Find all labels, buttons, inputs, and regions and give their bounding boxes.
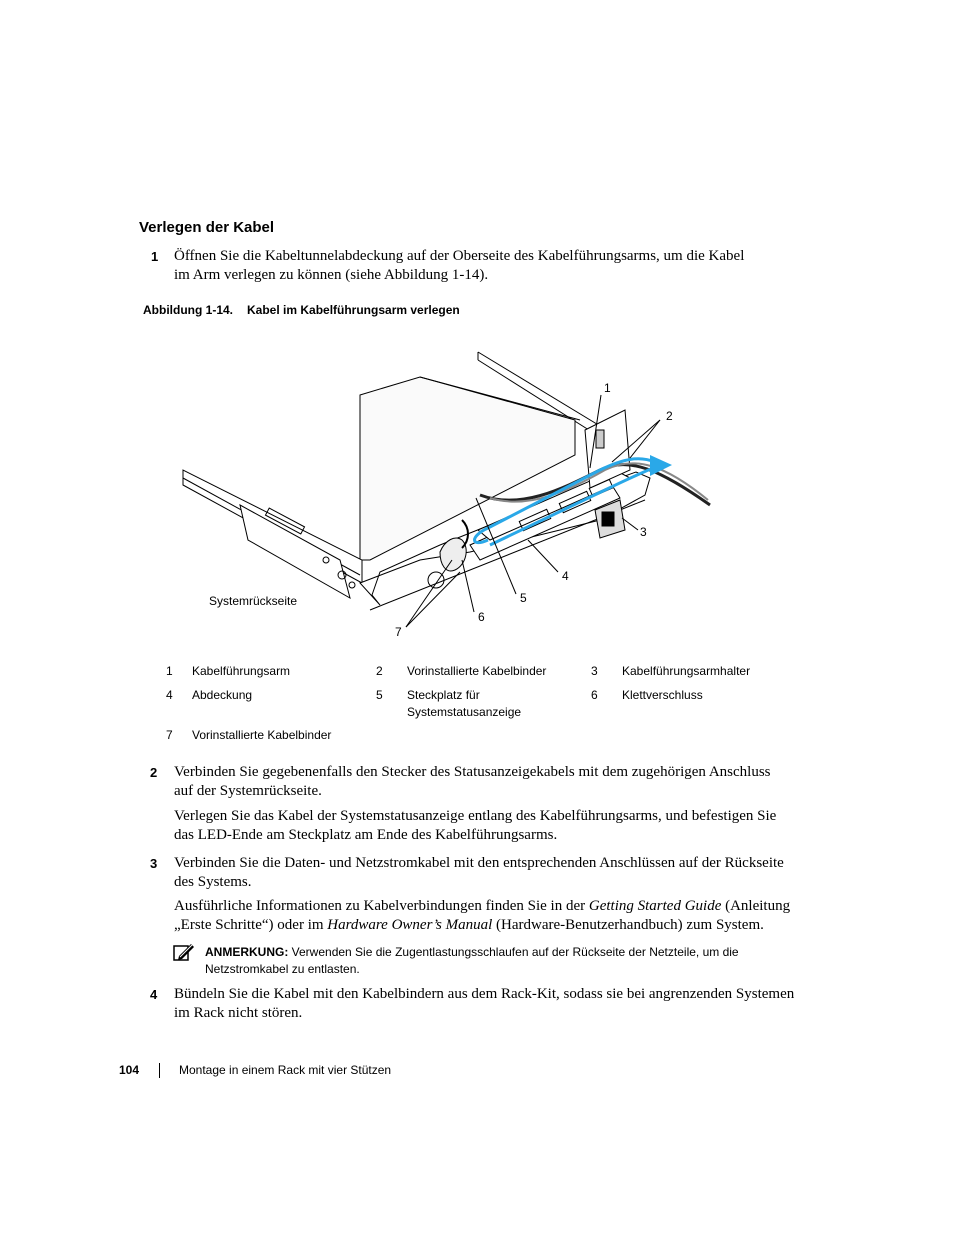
step-4-line-1: Bündeln Sie die Kabel mit den Kabelbindern aus dem Rack-Kit, sodass sie bei angrenzenden Systemen bbox=[174, 986, 795, 1002]
step-number: 3 bbox=[150, 856, 158, 871]
text-run: (Anleitung bbox=[721, 898, 791, 914]
step-3-extra bbox=[174, 897, 790, 935]
step-2-extra-line-1: Verlegen Sie das Kabel der Systemstatusanzeige entlang des Kabelführungsarms, und befestigen Sie bbox=[174, 808, 777, 824]
legend-text: Kabelführungsarmhalter bbox=[622, 664, 751, 678]
step-3-text bbox=[174, 854, 784, 892]
section-heading: Verlegen der Kabel bbox=[139, 219, 275, 236]
step-3-line-2: des Systems. bbox=[174, 874, 252, 890]
system-rear-label: Systemrückseite bbox=[209, 594, 298, 608]
legend-number: 6 bbox=[591, 688, 598, 702]
step-4-line-2: im Rack nicht stören. bbox=[174, 1005, 303, 1021]
callout-6: 6 bbox=[478, 610, 485, 624]
step-1-line-1: Öffnen Sie die Kabeltunnelabdeckung auf der Oberseite des Kabelführungsarms, um die Kabel bbox=[174, 248, 745, 264]
note-pencil-icon bbox=[173, 942, 195, 962]
step-1-text bbox=[174, 247, 744, 285]
step-2-line-2: auf der Systemrückseite. bbox=[174, 783, 322, 799]
text-run: Ausführliche Informationen zu Kabelverbindungen finden Sie in der bbox=[174, 898, 589, 914]
step-3-line-1: Verbinden Sie die Daten- und Netzstromkabel mit den entsprechenden Anschlüssen auf der Rückseite bbox=[174, 855, 784, 871]
figure-caption-id: Abbildung 1-14. bbox=[143, 303, 233, 317]
step-number: 4 bbox=[150, 987, 158, 1002]
note-line-2: Netzstromkabel zu entlasten. bbox=[205, 962, 360, 976]
step-2-text bbox=[174, 763, 771, 801]
callout-4: 4 bbox=[562, 569, 569, 583]
legend-number: 3 bbox=[591, 664, 598, 678]
note-line-1 bbox=[205, 944, 739, 961]
callout-2: 2 bbox=[666, 409, 673, 423]
getting-started-guide-title: Getting Started Guide bbox=[588, 898, 722, 914]
step-number: 2 bbox=[150, 765, 158, 780]
note-block bbox=[205, 944, 739, 978]
step-3-extra-line-1 bbox=[174, 897, 790, 916]
figure-caption-title: Kabel im Kabelführungsarm verlegen bbox=[247, 303, 460, 317]
legend-text: Klettverschluss bbox=[622, 688, 703, 702]
legend-number: 4 bbox=[166, 688, 173, 702]
footer-divider bbox=[159, 1063, 160, 1078]
legend-text-continued: Systemstatusanzeige bbox=[407, 705, 522, 719]
step-4-text bbox=[174, 985, 794, 1023]
step-number: 1 bbox=[151, 249, 159, 264]
legend-text: Kabelführungsarm bbox=[192, 664, 291, 678]
page-number: 104 bbox=[119, 1063, 140, 1077]
step-3-extra-line-2 bbox=[174, 916, 790, 935]
callout-5: 5 bbox=[520, 591, 527, 605]
step-2-extra-line-2: das LED-Ende am Steckplatz am Ende des Kabelführungsarms. bbox=[174, 827, 558, 843]
note-label: ANMERKUNG: bbox=[205, 945, 289, 959]
text-run: „Erste Schritte“) oder im bbox=[174, 917, 328, 933]
legend-text: Steckplatz für bbox=[407, 688, 480, 702]
note-text: Verwenden Sie die Zugentlastungsschlaufen auf der Rückseite der Netzteile, um die bbox=[288, 945, 739, 959]
callout-3: 3 bbox=[640, 525, 647, 539]
legend-number: 5 bbox=[376, 688, 383, 702]
callout-1: 1 bbox=[604, 381, 611, 395]
callout-7: 7 bbox=[395, 625, 402, 639]
legend-number: 7 bbox=[166, 728, 173, 742]
legend-text: Abdeckung bbox=[192, 688, 253, 702]
step-2-extra bbox=[174, 807, 776, 845]
step-2-line-1: Verbinden Sie gegebenenfalls den Stecker des Statusanzeigekabels mit dem zugehörigen Anschluss bbox=[174, 764, 771, 780]
text-run: (Hardware-Benutzerhandbuch) zum System. bbox=[492, 917, 764, 933]
legend-text: Vorinstallierte Kabelbinder bbox=[407, 664, 547, 678]
figure-caption bbox=[143, 303, 460, 317]
footer-chapter-title: Montage in einem Rack mit vier Stützen bbox=[179, 1063, 392, 1077]
step-1-line-2: im Arm verlegen zu können (siehe Abbildung 1-14). bbox=[174, 267, 489, 283]
legend-number: 2 bbox=[376, 664, 383, 678]
legend-text: Vorinstallierte Kabelbinder bbox=[192, 728, 332, 742]
legend-number: 1 bbox=[166, 664, 173, 678]
hardware-owners-manual-title: Hardware Owner’s Manual bbox=[327, 917, 493, 933]
